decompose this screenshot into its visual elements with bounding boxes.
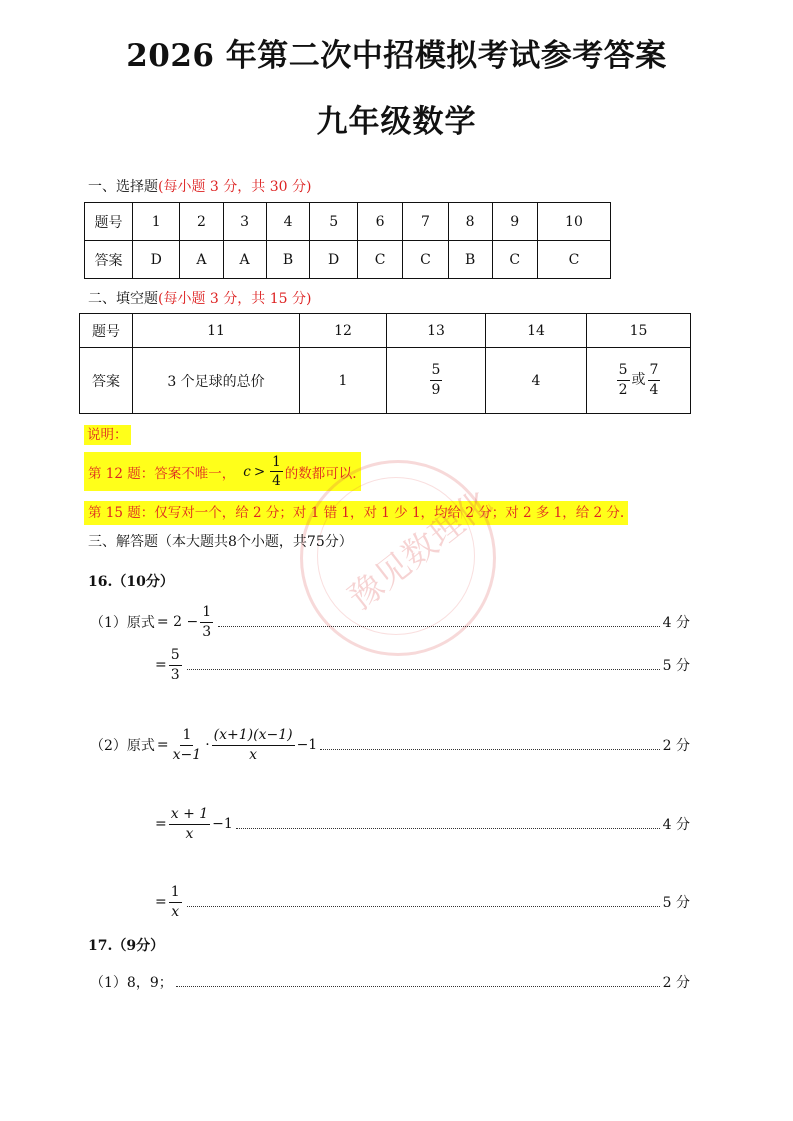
fraction: $\frac{5}{2}$ bbox=[618, 362, 628, 398]
table-cell: 8 bbox=[448, 203, 492, 241]
table-cell: 9 bbox=[492, 203, 537, 241]
table-cell: 7 bbox=[403, 203, 448, 241]
dotted-leader bbox=[176, 986, 660, 987]
or-text: 或 bbox=[631, 372, 646, 389]
table-cell: A bbox=[180, 241, 223, 279]
table-row-numbers bbox=[85, 203, 611, 241]
q17-heading: 17.（9分） bbox=[88, 938, 165, 954]
dotted-leader bbox=[187, 669, 660, 670]
fraction: $\frac{1}{x}$ bbox=[170, 883, 180, 920]
table-cell: C bbox=[537, 241, 610, 279]
table-cell: 15 bbox=[587, 314, 691, 348]
section-3-heading: 三、解答题（本大题共8个小题，共75分） bbox=[88, 534, 353, 550]
fill-answer-table bbox=[79, 313, 691, 414]
section-2-heading bbox=[88, 288, 311, 308]
table-cell: 5 bbox=[310, 203, 357, 241]
table-cell: A bbox=[223, 241, 266, 279]
section-1-label: 一、选择题 bbox=[88, 179, 158, 195]
table-cell: 11 bbox=[133, 314, 300, 348]
q16-heading: 16.（10分） bbox=[88, 574, 174, 590]
score: 2 分 bbox=[662, 738, 690, 754]
table-cell: 12 bbox=[300, 314, 387, 348]
q16-p2-line3: = $\frac{1}{x}$ 5 分 bbox=[155, 883, 690, 920]
table-cell: 10 bbox=[537, 203, 610, 241]
table-head-number: 题号 bbox=[85, 203, 133, 241]
dotted-leader bbox=[236, 828, 660, 829]
table-cell-answer-14: 4 bbox=[486, 348, 587, 414]
fraction: $\frac{5}{9}$ bbox=[431, 362, 441, 398]
table-cell: 4 bbox=[266, 203, 310, 241]
note-q15: 第 15 题：仅写对一个，给 2 分；对 1 错 1，对 1 少 1，均给 2 分；对 2 多 1，给 2 分. bbox=[84, 501, 628, 521]
table-cell: D bbox=[133, 241, 180, 279]
table-row-answers bbox=[85, 241, 611, 279]
table-cell: 6 bbox=[357, 203, 402, 241]
notes-heading: 说明： bbox=[84, 423, 131, 443]
table-head-answer: 答案 bbox=[80, 348, 133, 414]
table-cell: C bbox=[492, 241, 537, 279]
table-cell-answer-11: 3 个足球的总价 bbox=[133, 348, 300, 414]
section-2-note: (每小题 3 分，共 15 分) bbox=[158, 291, 312, 307]
section-1-note: (每小题 3 分，共 30 分) bbox=[158, 179, 312, 195]
page-subtitle: 九年级数学 bbox=[316, 104, 477, 140]
table-cell: C bbox=[403, 241, 448, 279]
dotted-leader bbox=[187, 906, 660, 907]
fraction: $\frac{(x+1)(x-1)}{x}$ bbox=[213, 726, 293, 763]
table-cell: B bbox=[448, 241, 492, 279]
score: 2 分 bbox=[662, 975, 690, 991]
q16-p1-line1: （1）原式 = 2 − $\frac{1}{3}$ 4 分 bbox=[90, 603, 690, 640]
table-row-answers bbox=[80, 348, 691, 414]
score: 4 分 bbox=[662, 615, 690, 631]
table-head-answer: 答案 bbox=[85, 241, 133, 279]
table-cell-answer-12: 1 bbox=[300, 348, 387, 414]
table-cell: 14 bbox=[486, 314, 587, 348]
fraction: $\frac{1}{4}$ bbox=[272, 454, 281, 490]
dotted-leader bbox=[320, 749, 659, 750]
table-cell-answer-13 bbox=[387, 348, 486, 414]
choice-answer-table bbox=[84, 202, 611, 279]
q16-p2-line1: （2）原式 = $\frac{1}{x-1}$ · $\frac{(x+1)(x-1)}{x}$ −1 2 分 bbox=[90, 726, 690, 763]
score: 4 分 bbox=[662, 817, 690, 833]
table-cell: 2 bbox=[180, 203, 223, 241]
q16-p1-line2: = $\frac{5}{3}$ 5 分 bbox=[155, 646, 690, 683]
q16-p2-line2: = $\frac{x + 1}{x}$ −1 4 分 bbox=[155, 805, 690, 842]
section-2-label: 二、填空题 bbox=[88, 291, 158, 307]
table-cell: 1 bbox=[133, 203, 180, 241]
table-cell: D bbox=[310, 241, 357, 279]
section-1-heading bbox=[88, 176, 311, 196]
q17-p1-line1: （1）8，9； 2 分 bbox=[90, 970, 690, 994]
score: 5 分 bbox=[662, 658, 690, 674]
table-cell: C bbox=[357, 241, 402, 279]
table-cell-answer-15 bbox=[587, 348, 691, 414]
score: 5 分 bbox=[662, 895, 690, 911]
watermark-text: 豫见数理化 bbox=[340, 482, 500, 619]
fraction: $\frac{5}{3}$ bbox=[170, 646, 180, 683]
dotted-leader bbox=[218, 626, 660, 627]
note-q12: 第 12 题：答案不唯一， c > $\frac{1}{4}$ 的数都可以. bbox=[84, 452, 361, 491]
table-head-number: 题号 bbox=[80, 314, 133, 348]
table-cell: 13 bbox=[387, 314, 486, 348]
fraction: $\frac{7}{4}$ bbox=[649, 362, 659, 398]
table-cell: 3 bbox=[223, 203, 266, 241]
table-cell: B bbox=[266, 241, 310, 279]
fraction: $\frac{1}{x-1}$ bbox=[172, 726, 202, 763]
table-row-numbers bbox=[80, 314, 691, 348]
fraction: $\frac{1}{3}$ bbox=[202, 603, 212, 640]
page-title: 2026 年第二次中招模拟考试参考答案 bbox=[126, 38, 667, 74]
fraction: $\frac{x + 1}{x}$ bbox=[170, 805, 209, 842]
